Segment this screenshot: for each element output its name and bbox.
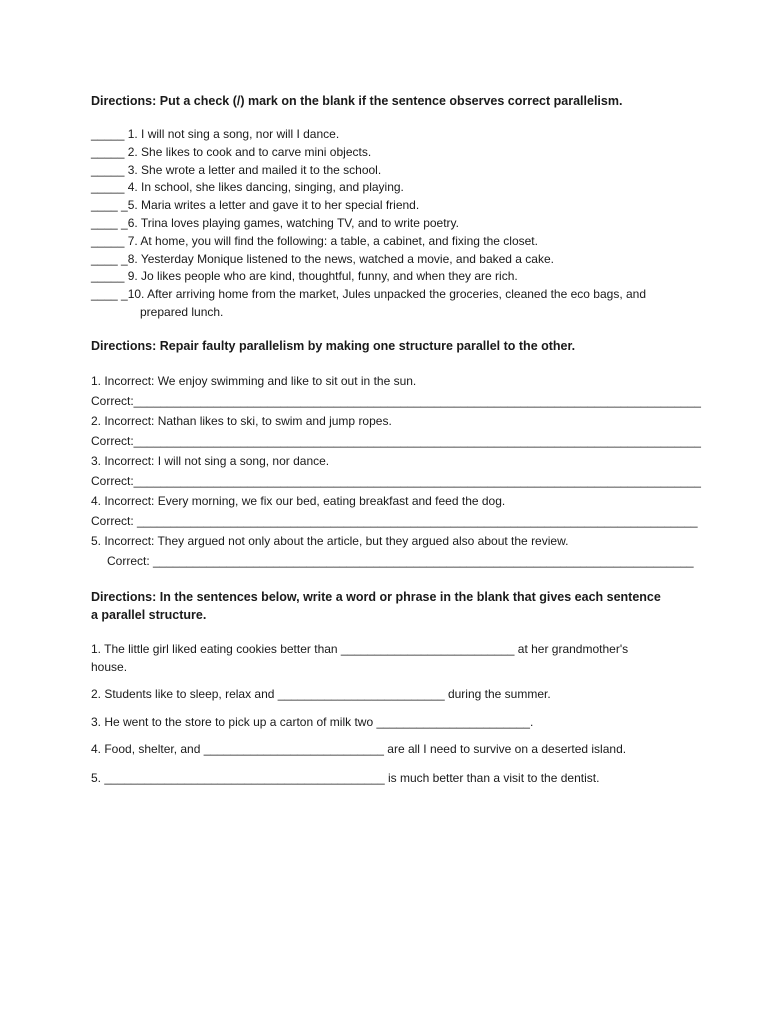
section3-item-4[interactable]: 4. Food, shelter, and ___________________________ are all I need to survive on a deserted island. <box>91 742 627 756</box>
incorrect-sentence: 1. Incorrect: We enjoy swimming and like to sit out in the sun. <box>91 374 417 388</box>
list-item <box>91 179 646 197</box>
incorrect-sentence: 4. Incorrect: Every morning, we fix our bed, eating breakfast and feed the dog. <box>91 494 506 508</box>
item-text: 2. She likes to cook and to carve mini objects. <box>124 144 372 159</box>
item-text: 1. I will not sing a song, nor will I dance. <box>124 127 340 141</box>
check-blank[interactable]: _____ <box>91 269 125 284</box>
list-item <box>91 126 646 144</box>
check-blank[interactable]: ____ <box>91 198 118 213</box>
check-blank[interactable]: _____ <box>91 180 125 195</box>
check-blank[interactable]: ____ <box>91 251 118 266</box>
list-item <box>91 286 646 304</box>
correct-answer-field[interactable]: Correct:_____________________________________________________________________________________ <box>91 394 701 408</box>
list-item <box>91 162 646 180</box>
item-text: 3. She wrote a letter and mailed it to the school. <box>124 162 382 177</box>
section3-item-3[interactable]: 3. He went to the store to pick up a carton of milk two _______________________. <box>91 715 534 729</box>
section3-item-2[interactable]: 2. Students like to sleep, relax and _________________________ during the summer. <box>91 687 551 701</box>
incorrect-sentence: 2. Incorrect: Nathan likes to ski, to swim and jump ropes. <box>91 414 392 428</box>
item-text: 4. In school, she likes dancing, singing, and playing. <box>124 180 404 195</box>
list-item <box>91 215 646 233</box>
item-text: _10. After arriving home from the market, Jules unpacked the groceries, cleaned the eco bags, and <box>117 287 647 302</box>
section2-list <box>91 371 701 571</box>
section2-directions: Directions: Repair faulty parallelism by making one structure parallel to the other. <box>91 339 576 353</box>
check-blank[interactable]: ____ <box>91 287 118 302</box>
list-item <box>91 251 646 269</box>
list-item <box>91 144 646 162</box>
correct-answer-field[interactable]: Correct: _________________________________________________________________________________ <box>107 554 694 568</box>
incorrect-sentence: 5. Incorrect: They argued not only about the article, but they argued also about the review. <box>91 534 569 548</box>
check-blank[interactable]: _____ <box>91 127 125 141</box>
section3-item-1[interactable]: 1. The little girl liked eating cookies better than __________________________ at her grandmother's house. <box>91 642 629 674</box>
section1-directions: Directions: Put a check (/) mark on the blank if the sentence observes correct parallelism. <box>91 94 623 108</box>
correct-answer-field[interactable]: Correct: ____________________________________________________________________________________ <box>91 514 698 528</box>
item-text: _8. Yesterday Monique listened to the news, watched a movie, and baked a cake. <box>117 251 554 266</box>
section1-list <box>91 126 646 322</box>
item-text: _6. Trina loves playing games, watching TV, and to write poetry. <box>117 215 459 230</box>
check-blank[interactable]: ____ <box>91 215 118 230</box>
list-item <box>91 197 646 215</box>
list-item <box>91 233 646 251</box>
section3-directions: Directions: In the sentences below, write a word or phrase in the blank that gives each sentence a parallel structure. <box>91 590 661 622</box>
check-blank[interactable]: _____ <box>91 162 125 177</box>
correct-answer-field[interactable]: Correct:_____________________________________________________________________________________ <box>91 474 701 488</box>
incorrect-sentence: 3. Incorrect: I will not sing a song, nor dance. <box>91 454 330 468</box>
item-text: _5. Maria writes a letter and gave it to her special friend. <box>117 198 420 213</box>
item-text: 7. At home, you will find the following: a table, a cabinet, and fixing the closet. <box>124 233 538 248</box>
check-blank[interactable]: _____ <box>91 144 125 159</box>
item-text: 9. Jo likes people who are kind, thoughtful, funny, and when they are rich. <box>124 269 518 284</box>
section3-item-5[interactable]: 5. __________________________________________ is much better than a visit to the dentist. <box>91 771 600 785</box>
list-item <box>91 268 646 286</box>
correct-answer-field[interactable]: Correct:_____________________________________________________________________________________ <box>91 434 701 448</box>
item-continuation: prepared lunch. <box>140 304 224 319</box>
check-blank[interactable]: _____ <box>91 233 125 248</box>
